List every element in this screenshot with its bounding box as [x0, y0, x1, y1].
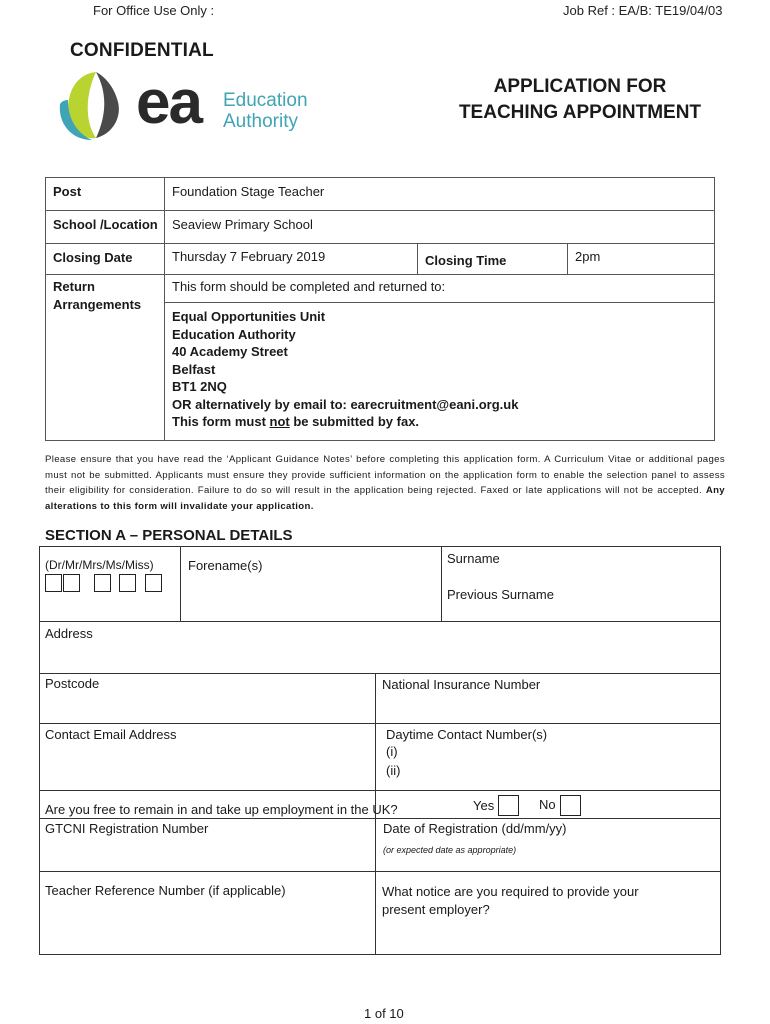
- return-label: [46, 275, 165, 441]
- teacher-reference-field[interactable]: Teacher Reference Number (if applicable): [45, 883, 286, 898]
- ea-logo: [56, 68, 336, 148]
- fax-pre: This form must: [172, 414, 270, 429]
- notice-period-field[interactable]: [382, 883, 639, 919]
- notice-line1: What notice are you required to provide your: [382, 884, 639, 899]
- title-checkbox-ms[interactable]: [119, 574, 136, 592]
- title-checkbox-dr[interactable]: [45, 574, 62, 592]
- logo-line1: Education: [223, 90, 308, 111]
- return-label-line2: Arrangements: [53, 297, 142, 312]
- address-field[interactable]: Address: [45, 626, 93, 641]
- school-value[interactable]: Seaview Primary School: [165, 211, 715, 244]
- address-line: BT1 2NQ: [172, 379, 227, 394]
- yes-checkbox[interactable]: [498, 795, 519, 816]
- post-label: Post: [46, 178, 165, 211]
- previous-surname-field[interactable]: Previous Surname: [447, 587, 554, 602]
- fax-note: [172, 413, 707, 431]
- postcode-field[interactable]: Postcode: [45, 676, 100, 691]
- title-line1: APPLICATION FOR: [493, 76, 667, 97]
- uk-employment-question: Are you free to remain in and take up employment in the UK?: [45, 802, 398, 817]
- guidance-text: Please ensure that you have read the ‘Applicant Guidance Notes’ before completing this application form. A Curriculum Vitae or additional pages must not be submitted. Applicants must ensure they provide sufficient information on the application form to enable the selection panel to assess their eligibility for consideration. Failure to do so will result in the application being rejected. Faxed or late applications will not be accepted.: [45, 454, 725, 496]
- daytime-number-i[interactable]: (i): [386, 744, 398, 759]
- closing-time-value[interactable]: 2pm: [568, 244, 715, 275]
- notice-line2: present employer?: [382, 902, 490, 917]
- closing-date-label: Closing Date: [46, 244, 165, 275]
- email-field[interactable]: Contact Email Address: [45, 727, 177, 742]
- address-line: Equal Opportunities Unit: [172, 309, 326, 324]
- fax-not: not: [269, 414, 290, 429]
- daytime-number-ii[interactable]: (ii): [386, 763, 401, 778]
- title-checkbox-mr[interactable]: [63, 574, 80, 592]
- closing-date-value[interactable]: Thursday 7 February 2019: [165, 244, 418, 275]
- no-label: No: [539, 797, 556, 812]
- job-ref: Job Ref : EA/B: TE19/04/03: [563, 3, 723, 18]
- post-value[interactable]: Foundation Stage Teacher: [165, 178, 715, 211]
- confidential-label: CONFIDENTIAL: [70, 40, 214, 61]
- closing-time-label: Closing Time: [418, 244, 568, 275]
- personal-details-form: [39, 546, 721, 955]
- return-intro: This form should be completed and returned to:: [165, 275, 715, 303]
- guidance-bold: Any alterations to this form will invalidate your application.: [45, 485, 725, 512]
- no-checkbox[interactable]: [560, 795, 581, 816]
- title-options-label: (Dr/Mr/Mrs/Ms/Miss): [45, 558, 154, 572]
- post-info-table: [45, 177, 715, 441]
- address-line: Belfast: [172, 361, 216, 377]
- logo-line2: Authority: [223, 111, 298, 132]
- title-checkbox-mrs[interactable]: [94, 574, 111, 592]
- address-line: Education Authority: [172, 326, 296, 342]
- ni-number-field[interactable]: National Insurance Number: [382, 677, 541, 692]
- return-label-line1: Return: [53, 279, 95, 294]
- office-use-label: For Office Use Only :: [93, 3, 215, 18]
- surname-field[interactable]: Surname: [447, 551, 500, 566]
- section-a-heading: SECTION A – PERSONAL DETAILS: [45, 527, 293, 544]
- school-label: School /Location: [46, 211, 165, 244]
- yes-label: Yes: [473, 798, 495, 813]
- forename-field[interactable]: Forename(s): [188, 558, 263, 573]
- registration-date-field[interactable]: Date of Registration (dd/mm/yy): [383, 821, 567, 836]
- daytime-number-field[interactable]: Daytime Contact Number(s): [386, 727, 548, 742]
- title-line2: TEACHING APPOINTMENT: [458, 102, 702, 123]
- logo-mark: ea: [136, 68, 201, 137]
- title-checkbox-miss[interactable]: [145, 574, 162, 592]
- return-address: [165, 303, 715, 441]
- email-line: OR alternatively by email to: earecruitment@eani.org.uk: [172, 396, 519, 412]
- guidance-note: [45, 452, 725, 514]
- fax-post: be submitted by fax.: [289, 414, 420, 429]
- address-line: 40 Academy Street: [172, 344, 288, 359]
- leaf-icon: [56, 68, 136, 144]
- page-number: 1 of 10: [364, 1006, 404, 1021]
- gtcni-number-field[interactable]: GTCNI Registration Number: [45, 821, 209, 836]
- registration-date-note: (or expected date as appropriate): [383, 845, 517, 855]
- form-title: [445, 74, 715, 126]
